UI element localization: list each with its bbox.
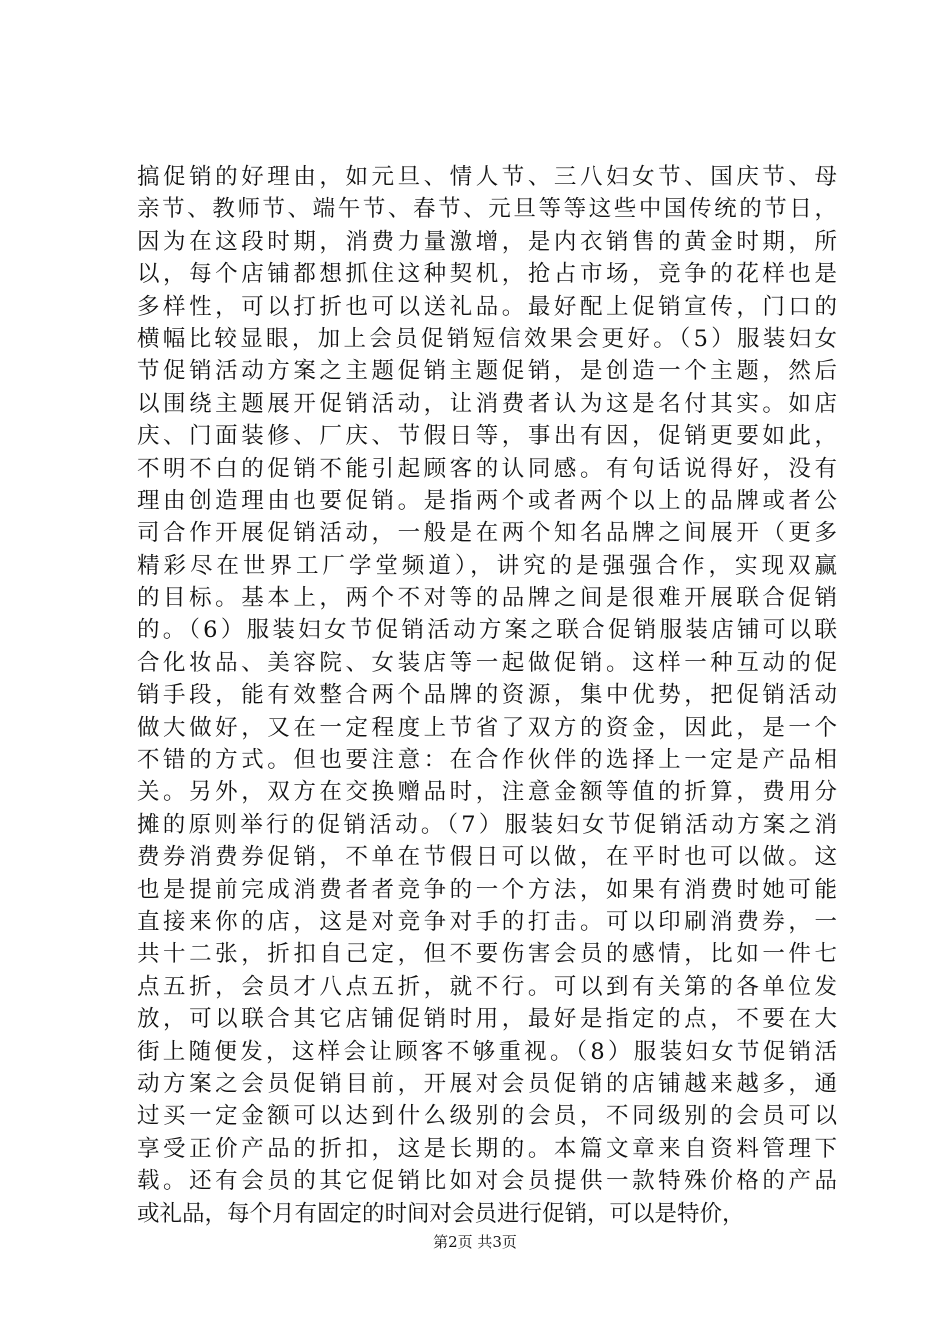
text-line: 关。另外，双方在交换赠品时，注意金额等值的折算，费用分	[137, 779, 837, 806]
text-line: 享受正价产品的折扣，这是长期的。本篇文章来自资料管理下	[137, 1135, 837, 1162]
text-line: 的目标。基本上，两个不对等的品牌之间是很难开展联合促销	[137, 585, 837, 612]
text-line: 搞促销的好理由，如元旦、情人节、三八妇女节、国庆节、母	[137, 164, 837, 190]
text-line: 理由创造理由也要促销。是指两个或者两个以上的品牌或者公	[137, 487, 837, 514]
text-line: 做大做好，又在一定程度上节省了双方的资金，因此，是一个	[137, 714, 837, 741]
text-line: 庆、门面装修、厂庆、节假日等，事出有因，促销更要如此，	[137, 423, 837, 450]
text-line: 以围绕主题展开促销活动，让消费者认为这是名付其实。如店	[137, 390, 837, 417]
text-line: 过买一定金额可以达到什么级别的会员，不同级别的会员可以	[137, 1103, 837, 1130]
text-line: 共十二张，折扣自己定，但不要伤害会员的感情，比如一件七	[137, 941, 837, 968]
text-line: 以，每个店铺都想抓住这种契机，抢占市场，竞争的花样也是	[137, 261, 837, 288]
text-line: 直接来你的店，这是对竞争对手的打击。可以印刷消费券，一	[137, 908, 837, 935]
text-line: 因为在这段时期，消费力量激增，是内衣销售的黄金时期，所	[137, 228, 837, 255]
text-line: 放，可以联合其它店铺促销时用，最好是指定的点，不要在大	[137, 1006, 837, 1033]
text-line: 不明不白的促销不能引起顾客的认同感。有句话说得好，没有	[137, 455, 837, 482]
text-line: 也是提前完成消费者者竞争的一个方法，如果有消费时她可能	[137, 876, 837, 903]
text-line: 动方案之会员促销目前，开展对会员促销的店铺越来越多，通	[137, 1070, 837, 1097]
text-line: 合化妆品、美容院、女装店等一起做促销。这样一种互动的促	[137, 649, 837, 676]
text-line: 点五折，会员才八点五折，就不行。可以到有关第的各单位发	[137, 973, 837, 1000]
text-line: 街上随便发，这样会让顾客不够重视。（8）服装妇女节促销活	[137, 1038, 837, 1065]
text-line: 亲节、教师节、端午节、春节、元旦等等这些中国传统的节日，	[137, 196, 837, 223]
text-line: 精彩尽在世界工厂学堂频道），讲究的是强强合作，实现双赢	[137, 552, 837, 579]
page-number: 第2页 共3页	[433, 1233, 517, 1251]
text-line: 节促销活动方案之主题促销主题促销，是创造一个主题，然后	[137, 358, 837, 385]
text-line: 或礼品，每个月有固定的时间对会员进行促销，可以是特价，	[137, 1200, 745, 1227]
text-line: 多样性，可以打折也可以送礼品。最好配上促销宣传，门口的	[137, 293, 837, 320]
text-line: 的。（6）服装妇女节促销活动方案之联合促销服装店铺可以联	[137, 617, 837, 644]
text-line: 载。还有会员的其它促销比如对会员提供一款特殊价格的产品	[137, 1168, 837, 1195]
text-line: 横幅比较显眼，加上会员促销短信效果会更好。（5）服装妇女	[137, 325, 837, 352]
text-line: 销手段，能有效整合两个品牌的资源，集中优势，把促销活动	[137, 682, 837, 709]
body-text	[137, 161, 837, 1230]
text-line: 费券消费券促销，不单在节假日可以做，在平时也可以做。这	[137, 844, 837, 871]
text-line: 摊的原则举行的促销活动。（7）服装妇女节促销活动方案之消	[137, 811, 837, 838]
text-line: 不错的方式。但也要注意：在合作伙伴的选择上一定是产品相	[137, 747, 837, 774]
text-line: 司合作开展促销活动，一般是在两个知名品牌之间展开（更多	[137, 520, 837, 547]
